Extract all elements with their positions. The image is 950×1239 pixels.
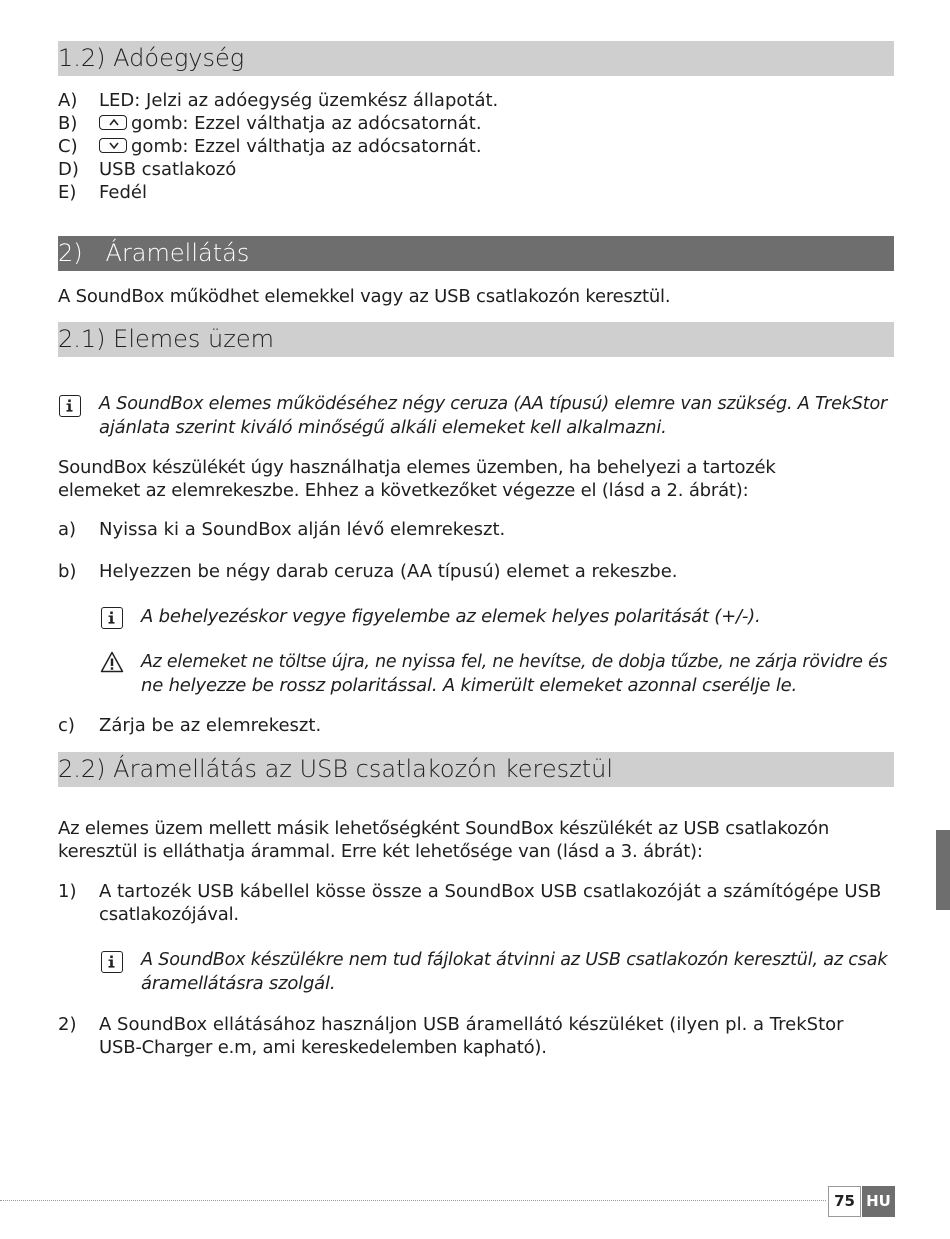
- section-heading-2-text: 2) Áramellátás: [58, 239, 250, 267]
- section-heading-2-2-text: 2.2) Áramellátás az USB csatlakozón keresztül: [58, 755, 614, 783]
- usb-info-note-line2: áramellátásra szolgál.: [141, 973, 336, 994]
- list-item-key: C): [58, 136, 78, 157]
- language-badge: HU: [862, 1186, 895, 1217]
- section-heading-2: [58, 236, 894, 271]
- battery-info-note-line1: A SoundBox elemes működéséhez négy ceruza (AA típusú) elemre van szükség. A TrekStor: [99, 394, 888, 414]
- list-item-text: LED: Jelzi az adóegység üzemkész állapotát.: [99, 90, 499, 111]
- list-item-key: A): [58, 90, 78, 111]
- step-text-line1: A SoundBox ellátásához használjon USB áramellátó készüléket (ilyen pl. a TrekStor: [99, 1014, 844, 1035]
- step-key: a): [58, 519, 77, 540]
- usb-paragraph-line2: keresztül is elláthatja árammal. Erre két lehetősége van (lásd a 3. ábrát):: [58, 841, 703, 862]
- step-text-line1: A tartozék USB kábellel kösse össze a SoundBox USB csatlakozóját a számítógépe USB: [99, 881, 882, 902]
- list-item-key: D): [58, 159, 79, 180]
- footer-dotted-rule: [0, 1200, 826, 1201]
- list-item-key: E): [58, 182, 77, 203]
- usb-step-2-line2: USB-Charger e.m, ami kereskedelemben kapható).: [99, 1037, 547, 1058]
- info-icon: [59, 395, 81, 417]
- battery-info-note-line2: ajánlata szerint kiváló minőségű alkáli elemeket kell alkalmazni.: [99, 417, 667, 438]
- usb-paragraph-line1: Az elemes üzem mellett másik lehetőségként SoundBox készülékét az USB csatlakozón: [58, 818, 830, 839]
- step-key: c): [58, 715, 75, 736]
- step-key: 1): [58, 881, 77, 902]
- up-arrow-key-icon: [99, 115, 127, 130]
- step-text: Nyissa ki a SoundBox alján lévő elemrekeszt.: [99, 519, 506, 540]
- list-item-content: [99, 135, 482, 158]
- usb-step-1-line2: csatlakozójával.: [99, 904, 239, 925]
- list-item-text: gomb: Ezzel válthatja az adócsatornát.: [131, 136, 482, 157]
- section-heading-2-1-text: 2.1) Elemes üzem: [58, 325, 274, 353]
- battery-warning-line1: Az elemeket ne töltse újra, ne nyissa fel, ne hevítse, de dobja tűzbe, ne zárja rövidre és: [141, 652, 888, 672]
- section-2-intro: A SoundBox működhet elemekkel vagy az USB csatlakozón keresztül.: [58, 286, 671, 307]
- battery-paragraph-line1: SoundBox készülékét úgy használhatja elemes üzemben, ha behelyezi a tartozék: [58, 457, 776, 478]
- info-icon: [101, 951, 123, 973]
- warning-icon: [100, 651, 124, 673]
- info-icon: [101, 607, 123, 629]
- section-heading-1-2-text: 1.2) Adóegység: [58, 44, 245, 72]
- list-item-text: Fedél: [99, 182, 147, 203]
- section-heading-1-2: [58, 41, 894, 76]
- chapter-thumb-tab: [936, 830, 950, 910]
- section-heading-2-2: [58, 752, 894, 787]
- list-item-text: USB csatlakozó: [99, 159, 237, 180]
- section-heading-2-1: [58, 322, 894, 357]
- page-number: 75: [828, 1186, 861, 1217]
- battery-paragraph-line2: elemeket az elemrekeszbe. Ehhez a következőket végezze el (lásd a 2. ábrát):: [58, 480, 749, 501]
- down-arrow-key-icon: [99, 138, 127, 153]
- polarity-info-note: A behelyezéskor vegye figyelembe az elemek helyes polaritását (+/-).: [141, 606, 761, 627]
- step-key: b): [58, 561, 77, 582]
- step-key: 2): [58, 1014, 77, 1035]
- list-item-key: B): [58, 113, 78, 134]
- step-text: Helyezzen be négy darab ceruza (AA típusú) elemet a rekeszbe.: [99, 561, 678, 582]
- step-text: Zárja be az elemrekeszt.: [99, 715, 322, 736]
- usb-info-note-line1: A SoundBox készülékre nem tud fájlokat átvinni az USB csatlakozón keresztül, az csak: [141, 950, 888, 970]
- battery-warning-line2: ne helyezze be rossz polaritással. A kimerült elemeket azonnal cserélje le.: [141, 675, 798, 696]
- list-item-text: gomb: Ezzel válthatja az adócsatornát.: [131, 113, 482, 134]
- list-item-content: [99, 112, 482, 135]
